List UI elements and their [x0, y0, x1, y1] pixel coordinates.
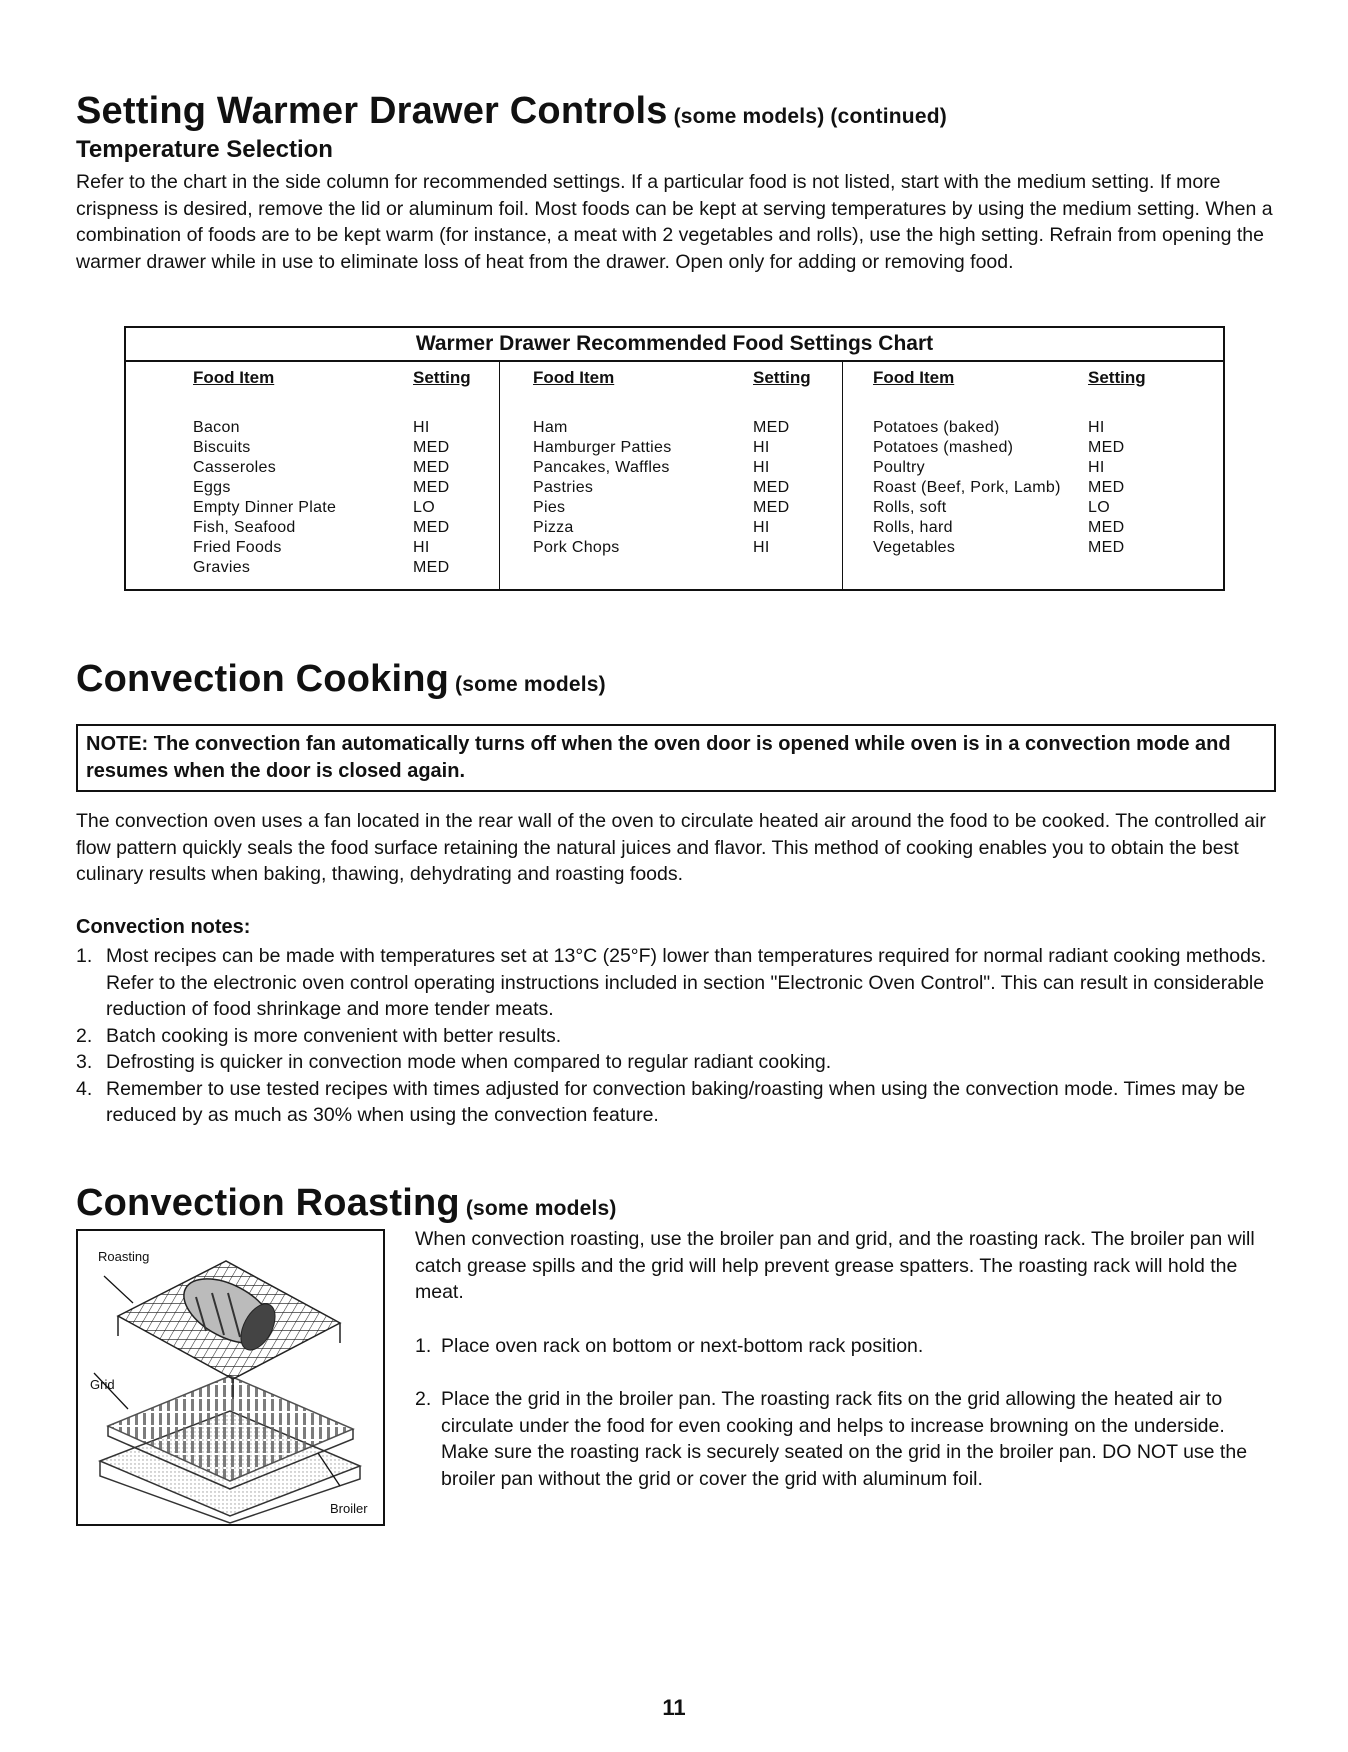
chart-setting-cell: HI	[413, 419, 430, 436]
chart-food-cell: Empty Dinner Plate	[193, 499, 337, 516]
page-number: 11	[662, 1695, 686, 1720]
list-number: 4.	[76, 1077, 93, 1100]
setting-header: Setting	[1088, 368, 1146, 387]
food-item-header: Food Item	[193, 368, 275, 387]
chart-divider	[126, 360, 1223, 362]
chart-food-cell: Eggs	[193, 479, 231, 496]
convection-note-box: NOTE: The convection fan automatically turns off when the oven door is opened while oven is in a convection mode and resumes when the door is closed again.	[76, 724, 1276, 792]
food-item-header: Food Item	[873, 368, 955, 387]
chart-food-cell: Potatoes (mashed)	[873, 439, 1014, 456]
chart-food-cell: Roast (Beef, Pork, Lamb)	[873, 479, 1061, 496]
roasting-intro: When convection roasting, use the broiler pan and grid, and the roasting rack. The broiler pan will catch grease spills and the grid will help prevent grease spatters. The roasting rack will hold the meat.	[415, 1228, 1255, 1303]
convection-cooking-title	[76, 658, 606, 701]
warmer-title-suffix: (some models) (continued)	[673, 105, 947, 128]
roasting-rack-label: Roasting	[98, 1249, 150, 1264]
chart-col-food-2	[533, 368, 672, 558]
chart-setting-cell: MED	[753, 419, 790, 436]
food-settings-chart	[124, 326, 1225, 591]
warmer-title-text: Setting Warmer Drawer Controls	[76, 90, 668, 132]
chart-setting-cell: HI	[753, 519, 770, 536]
chart-col-food-1	[193, 368, 336, 578]
list-number: 3.	[76, 1051, 93, 1073]
chart-food-cell: Pork Chops	[533, 539, 620, 556]
roasting-title-suffix: (some models)	[465, 1197, 617, 1220]
chart-setting-cell: MED	[1088, 479, 1125, 496]
chart-setting-cell: HI	[753, 459, 770, 476]
chart-title: Warmer Drawer Recommended Food Settings Chart	[415, 332, 934, 355]
chart-food-cell: Pastries	[533, 479, 594, 496]
step-number: 1.	[415, 1334, 432, 1357]
chart-food-cell: Hamburger Patties	[533, 439, 672, 456]
chart-setting-cell: MED	[753, 499, 790, 516]
list-item-text: Defrosting is quicker in convection mode when compared to regular radiant cooking.	[106, 1051, 832, 1073]
chart-setting-cell: HI	[753, 539, 770, 556]
chart-col-setting-3	[1088, 368, 1146, 558]
chart-col-setting-1	[413, 368, 471, 578]
list-item	[76, 943, 1276, 1023]
chart-setting-cell: HI	[1088, 459, 1105, 476]
chart-col-setting-2	[753, 368, 811, 558]
chart-food-cell: Biscuits	[193, 439, 251, 456]
convection-notes-list	[76, 943, 1276, 1129]
chart-food-cell: Potatoes (baked)	[873, 419, 1000, 436]
step-text: Place oven rack on bottom or next-bottom rack position.	[441, 1334, 924, 1357]
list-item	[76, 1023, 1276, 1050]
chart-setting-cell: MED	[753, 479, 790, 496]
warmer-section-title	[76, 90, 947, 133]
chart-food-cell: Vegetables	[873, 539, 956, 556]
chart-column-divider	[842, 360, 843, 589]
convection-title-text: Convection Cooking	[76, 658, 450, 700]
roasting-text	[415, 1226, 1275, 1492]
broiler-label: Broiler	[330, 1501, 368, 1516]
chart-food-cell: Pizza	[533, 519, 574, 536]
chart-food-cell: Ham	[533, 419, 568, 436]
list-item-text: Batch cooking is more convenient with better results.	[106, 1024, 562, 1047]
chart-food-cell: Pies	[533, 499, 566, 516]
chart-col-food-3	[873, 368, 1061, 558]
chart-column-divider	[499, 360, 500, 589]
list-item-text: Remember to use tested recipes with times adjusted for convection baking/roasting when using the convection mode. Times may be reduced by as much as 30% when using the convection feature.	[106, 1077, 1246, 1126]
chart-setting-cell: MED	[413, 439, 450, 456]
step-number: 2.	[415, 1388, 432, 1410]
chart-setting-cell: HI	[753, 439, 770, 456]
list-number: 1.	[76, 945, 93, 967]
chart-setting-cell: HI	[1088, 419, 1105, 436]
convection-body-text: The convection oven uses a fan located in the rear wall of the oven to circulate heated air around the food to be cooked. The controlled air flow pattern quickly seals the food surface retaining the natural juices and flavor. This method of cooking enables you to obtain the best culinary results when baking, thawing, dehydrating and roasting foods.	[76, 810, 1266, 885]
list-item	[76, 1076, 1276, 1129]
chart-food-cell: Gravies	[193, 559, 251, 576]
chart-setting-cell: MED	[1088, 439, 1125, 456]
chart-setting-cell: LO	[1088, 499, 1110, 516]
step-text: Place the grid in the broiler pan. The roasting rack fits on the grid allowing the heated air to circulate under the food for even cooking and helps to increase browning on the underside. Make sure the roasting rack is securely seated on the grid in the broiler pan. DO NOT use the broiler pan without the grid or cover the grid with aluminum foil.	[441, 1388, 1248, 1490]
roasting-title-text: Convection Roasting	[76, 1182, 460, 1224]
chart-food-cell: Pancakes, Waffles	[533, 459, 670, 476]
grid-label: Grid	[90, 1377, 115, 1392]
roasting-step	[415, 1333, 1275, 1360]
chart-food-cell: Fish, Seafood	[193, 519, 296, 536]
chart-setting-cell: MED	[1088, 539, 1125, 556]
setting-header: Setting	[753, 368, 811, 387]
chart-food-cell: Bacon	[193, 419, 240, 436]
roasting-step	[415, 1386, 1275, 1492]
chart-setting-cell: HI	[413, 539, 430, 556]
broiler-pan-illustration	[76, 1229, 385, 1526]
chart-food-cell: Fried Foods	[193, 539, 282, 556]
food-item-header: Food Item	[533, 368, 615, 387]
setting-header: Setting	[413, 368, 471, 387]
chart-setting-cell: MED	[413, 459, 450, 476]
chart-setting-cell: MED	[413, 479, 450, 496]
chart-setting-cell: LO	[413, 499, 435, 516]
chart-food-cell: Rolls, soft	[873, 499, 947, 516]
chart-food-cell: Casseroles	[193, 459, 277, 476]
broiler-pan-drawing	[78, 1231, 383, 1524]
list-item	[76, 1049, 1276, 1076]
convection-title-suffix: (some models)	[455, 673, 606, 696]
chart-setting-cell: MED	[413, 559, 450, 576]
warmer-body-text: Refer to the chart in the side column for recommended settings. If a particular food is not listed, start with the medium setting. If more crispness is desired, remove the lid or aluminum foil. Most foods can be kept at serving temperatures by using the medium setting. When a combination of foods are to be kept warm (for instance, a meat with 2 vegetables and rolls), use the high setting. Refrain from opening the warmer drawer while in use to eliminate loss of heat from the drawer. Open only for adding or removing food.	[76, 171, 1273, 273]
list-number: 2.	[76, 1024, 93, 1047]
temperature-selection-heading: Temperature Selection	[76, 136, 333, 163]
list-item-text: Most recipes can be made with temperatures set at 13°C (25°F) lower than temperatures required for normal radiant cooking methods. Refer to the electronic oven control operating instructions included in section "Electronic Oven Control". This can result in considerable reduction of food shrinkage and more tender meats.	[106, 945, 1267, 1020]
chart-food-cell: Poultry	[873, 459, 925, 476]
chart-setting-cell: MED	[1088, 519, 1125, 536]
convection-roasting-title	[76, 1182, 617, 1225]
convection-notes-heading: Convection notes:	[76, 916, 251, 938]
chart-setting-cell: MED	[413, 519, 450, 536]
chart-food-cell: Rolls, hard	[873, 519, 953, 536]
